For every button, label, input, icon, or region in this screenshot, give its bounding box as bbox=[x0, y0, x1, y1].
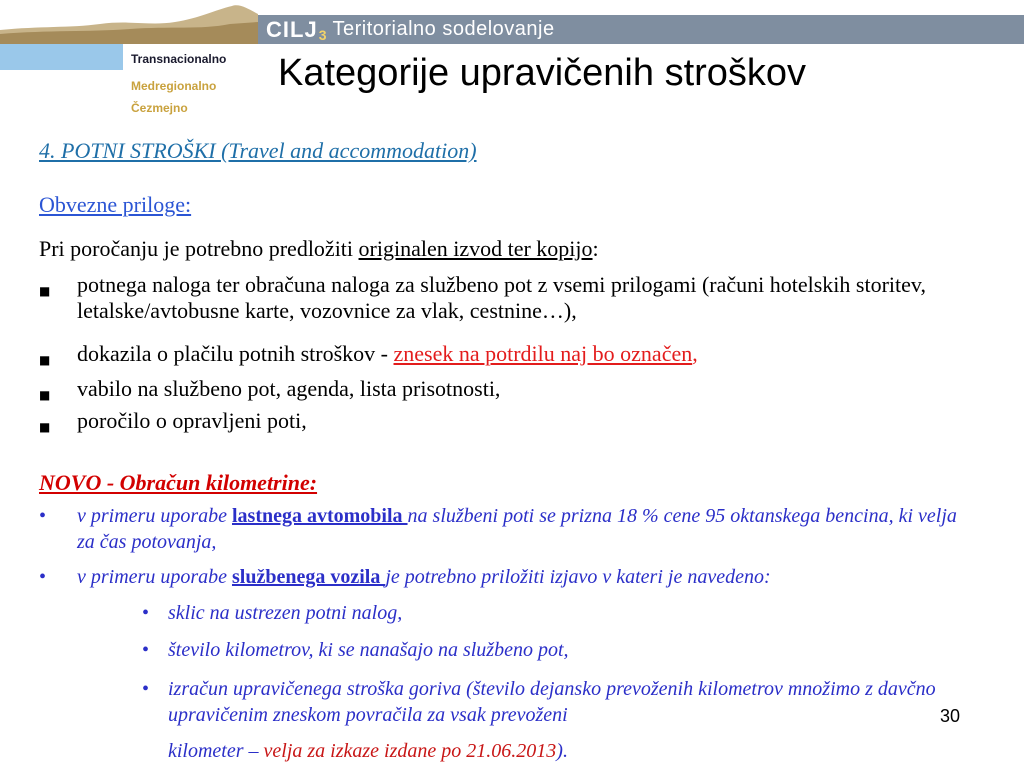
subheading-obvezne-priloge: Obvezne priloge: bbox=[39, 192, 192, 217]
section-heading: 4. POTNI STROŠKI (Travel and accommodation) bbox=[39, 138, 477, 163]
list-item bbox=[142, 676, 962, 766]
sub-item-line2-pre: kilometer – bbox=[168, 740, 264, 762]
cilj-number: 3 bbox=[318, 26, 327, 43]
intro-sentence bbox=[39, 236, 599, 262]
novo-item-bold: službenega vozila bbox=[231, 566, 386, 588]
novo-item-bold: lastnega avtomobila bbox=[231, 505, 408, 527]
novo-item-post: na službeni poti se prizna 18 % cene 95 oktanskega bencina, ki velja za čas potovanja, bbox=[77, 505, 957, 553]
list-item bbox=[39, 272, 999, 326]
novo-item-post: je potrebno priložiti izjavo v kateri je navedeno: bbox=[385, 566, 771, 588]
novo-item-pre: v primeru uporabe bbox=[77, 505, 232, 527]
intro-post: : bbox=[592, 236, 599, 261]
menu-cezmejno: Čezmejno bbox=[131, 101, 188, 115]
sub-item-text: število kilometrov, ki se nanašajo na službeno pot, bbox=[168, 639, 569, 661]
square-bullet-icon: ■ bbox=[39, 388, 51, 402]
list-item bbox=[39, 408, 999, 434]
novo-item-pre: v primeru uporabe bbox=[77, 566, 232, 588]
square-bullet-icon: ■ bbox=[39, 284, 51, 298]
list-item bbox=[39, 503, 999, 555]
cilj-label: CILJ bbox=[266, 16, 318, 42]
sub-item-text: izračun upravičenega stroška goriva (število dejansko prevoženih kilometrov množimo z davčno upravičenim zneskom povračila za vsak prevoženi bbox=[168, 678, 936, 726]
list-item bbox=[142, 637, 962, 663]
bullet-text: poročilo o opravljeni poti, bbox=[77, 408, 307, 433]
sub-item-line2-post: ). bbox=[556, 740, 568, 762]
bullet-text-red-tail: , bbox=[692, 341, 698, 366]
intro-underlined: originalen izvod ter kopijo bbox=[358, 236, 593, 261]
page-number: 30 bbox=[940, 706, 961, 726]
slide-title: Kategorije upravičenih stroškov bbox=[278, 52, 807, 94]
novo-item-text bbox=[77, 564, 977, 590]
square-bullet-icon: ■ bbox=[39, 353, 51, 367]
program-banner bbox=[266, 15, 555, 44]
list-item bbox=[39, 341, 999, 367]
program-name: Teritorialno sodelovanje bbox=[332, 18, 555, 40]
bullet-dot-icon: • bbox=[39, 505, 47, 527]
bullet-dot-icon: • bbox=[142, 639, 150, 661]
bullet-text-red: znesek na potrdilu naj bo označen bbox=[393, 341, 693, 366]
novo-heading: NOVO - Obračun kilometrine: bbox=[39, 470, 318, 495]
square-bullet-icon: ■ bbox=[39, 420, 51, 434]
bullet-text bbox=[77, 341, 997, 367]
menu-medregionalno: Medregionalno bbox=[131, 79, 217, 93]
intro-pre: Pri poročanju je potrebno predložiti bbox=[39, 236, 359, 261]
list-item bbox=[39, 564, 999, 590]
list-item bbox=[39, 376, 999, 402]
list-item bbox=[142, 600, 962, 626]
bullet-dot-icon: • bbox=[142, 678, 150, 700]
sub-item-text-line2 bbox=[168, 738, 968, 764]
bullet-text: vabilo na službeno pot, agenda, lista prisotnosti, bbox=[77, 376, 501, 401]
sub-item-line2-red: velja za izkaze izdane po 21.06.2013 bbox=[263, 740, 557, 762]
bullet-text: potnega naloga ter obračuna naloga za službeno pot z vsemi prilogami (računi hotelskih storitev, letalske/avtobusne karte, vozovnice za vlak, cestnine…), bbox=[77, 272, 926, 323]
bullet-text-main: dokazila o plačilu potnih stroškov - bbox=[77, 341, 394, 366]
sub-item-text: sklic na ustrezen potni nalog, bbox=[168, 602, 403, 624]
bullet-dot-icon: • bbox=[39, 566, 47, 588]
bullet-dot-icon: • bbox=[142, 602, 150, 624]
header-blue-bar bbox=[0, 44, 123, 70]
novo-item-text bbox=[77, 503, 977, 555]
menu-transnacionalno: Transnacionalno bbox=[131, 52, 227, 66]
